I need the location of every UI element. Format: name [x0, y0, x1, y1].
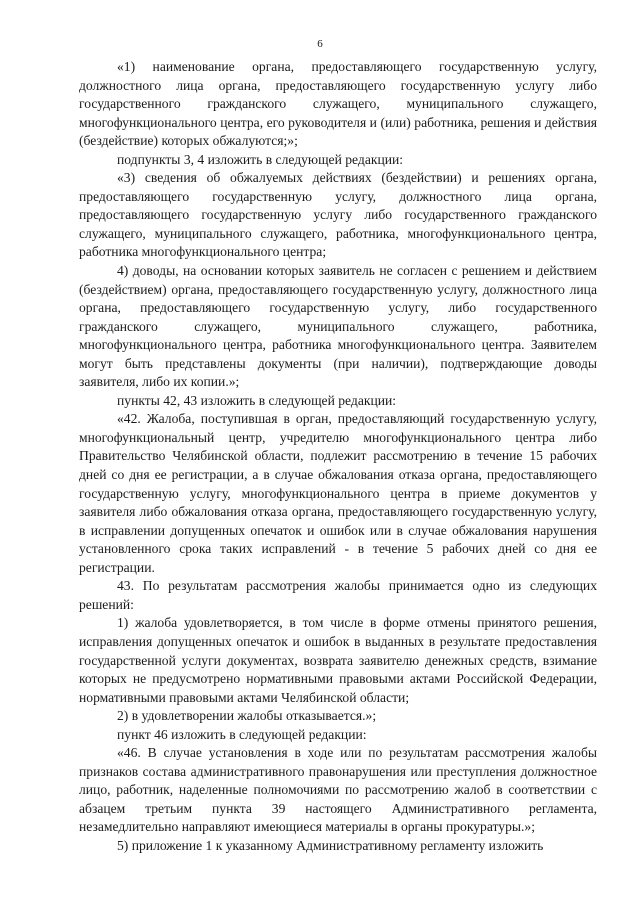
paragraph-point-46: «46. В случае установления в ходе или по результатам рассмотрения жалобы признаков состава административного правонарушения или преступления должностное лицо, работник, наделенные полномочиями по рассмотрению жалоб в соответствии с абзацем третьим пункта 39 настоящего Административного регламента, незамедлительно направляют имеющиеся материалы в органы прокуратуры.»;: [79, 745, 597, 835]
paragraph-points-42-43-intro: пункты 42, 43 изложить в следующей редакции:: [117, 392, 397, 408]
paragraph-point-42: «42. Жалоба, поступившая в орган, предоставляющий государственную услугу, многофункциональный центр, учредителю многофункционального центра либо Правительство Челябинской области, подлежит рассмотрению в течение 15 рабочих дней со дня ее регистрации, а в случае обжалования отказа органа, предоставляющего государственную услугу, многофункционального центра в приеме документов у заявителя либо обжалования отказа органа, предоставляющего государственную услугу, в исправлении допущенных опечаток и ошибок или в случае обжалования нарушения установленного срока таких исправлений - в течение 5 рабочих дней со дня ее регистрации.: [79, 411, 597, 575]
paragraph-item-4-arguments: 4) доводы, на основании которых заявитель не согласен с решением и действием (бездействием) органа, предоставляющего государственную услугу, должностного лица органа, предоставляющего государственную услугу, либо государственного гражданского служащего, муниципального служащего, работника, многофункционального центра, работника многофункционального центра. Заявителем могут быть представлены документы (при наличии), подтверждающие доводы заявителя, либо их копии.»;: [79, 263, 597, 390]
body-text: [79, 58, 597, 856]
paragraph-subitems-3-4-intro: подпункты 3, 4 изложить в следующей редакции:: [117, 151, 404, 167]
paragraph-item-3-info: «3) сведения об обжалуемых действиях (бездействии) и решениях органа, предоставляющего государственную услугу, должностного лица органа, предоставляющего государственную услугу либо государственного гражданского служащего, муниципального служащего, работника, многофункционального центра, работника многофункционального центра;: [79, 170, 597, 260]
paragraph-decision-2: 2) в удовлетворении жалобы отказывается.»;: [117, 708, 377, 724]
page-number: 6: [317, 38, 323, 50]
paragraph-item-5-appendix: 5) приложение 1 к указанному Административному регламенту изложить: [117, 837, 544, 853]
paragraph-decision-1: 1) жалоба удовлетворяется, в том числе в форме отмены принятого решения, исправления допущенных опечаток и ошибок в выданных в результате предоставления государственной услуги документах, возврата заявителю денежных средств, взимание которых не предусмотрено нормативными правовыми актами Российской Федерации, нормативными правовыми актами Челябинской области;: [79, 615, 597, 705]
paragraph-point-46-intro: пункт 46 изложить в следующей редакции:: [117, 726, 367, 742]
paragraph-item-1-name: «1) наименование органа, предоставляющего государственную услугу, должностного лица органа, предоставляющего государственную услугу либо государственного гражданского служащего, муниципального служащего, многофункционального центра, его руководителя и (или) работника, решения и действия (бездействие) которых обжалуются;»;: [79, 59, 597, 149]
paragraph-point-43: 43. По результатам рассмотрения жалобы принимается одно из следующих решений:: [79, 578, 597, 612]
